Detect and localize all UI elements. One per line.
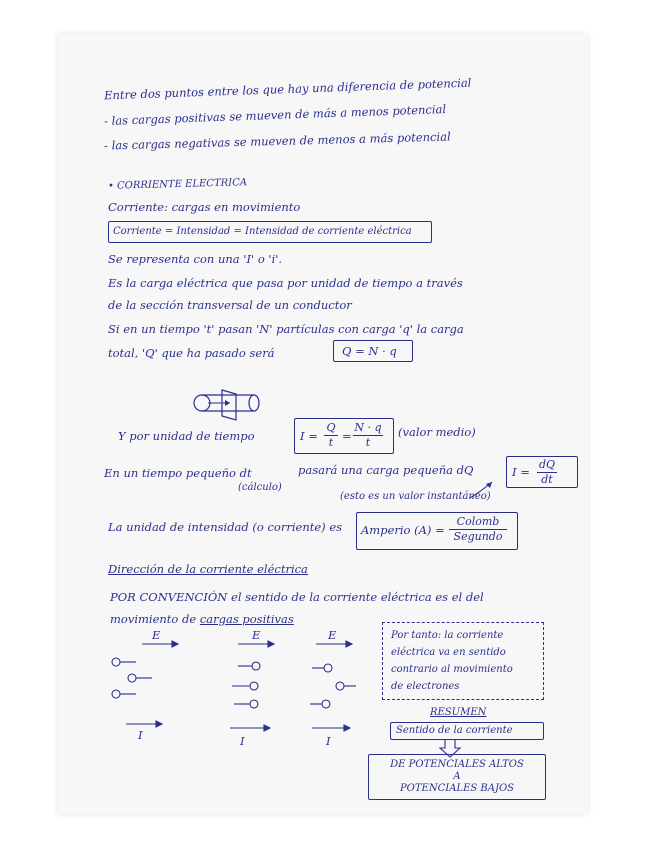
es-line-1: Es la carga eléctrica que pasa por unidad de tiempo a través bbox=[108, 276, 463, 290]
convencion-movimiento: movimiento de bbox=[110, 612, 197, 626]
instantaneous-current-box bbox=[506, 456, 578, 488]
valor-medio: (valor medio) bbox=[398, 425, 476, 439]
corriente-definition: Corriente: cargas en movimiento bbox=[108, 200, 301, 214]
i-label-3: I bbox=[326, 734, 331, 748]
note-line-4: de electrones bbox=[391, 681, 460, 692]
equals-sign: = bbox=[342, 429, 352, 443]
tiempo-pequeno-line: En un tiempo pequeño dt bbox=[104, 466, 252, 480]
note-line-3: contrario al movimiento bbox=[391, 664, 513, 675]
formula-q-box bbox=[333, 340, 413, 362]
dt-denominator: dt bbox=[541, 473, 553, 486]
colomb-numerator: Colomb bbox=[456, 515, 500, 528]
si-line-1: Si en un tiempo 't' pasan 'N' partículas con carga 'q' la carga bbox=[108, 322, 464, 336]
nq-over-t bbox=[353, 422, 383, 449]
resumen-box bbox=[368, 754, 546, 800]
i-label-2: I bbox=[240, 734, 245, 748]
convencion-line-2 bbox=[110, 612, 294, 626]
colomb-over-segundo bbox=[449, 516, 507, 543]
si-line-2: total, 'Q' que ha pasado será bbox=[108, 346, 275, 360]
convencion-line-1: POR CONVENCIÓN el sentido de la corriente eléctrica es el del bbox=[110, 590, 484, 604]
note-line-1: Por tanto: la corriente bbox=[391, 630, 504, 641]
note-line-2: eléctrica va en sentido bbox=[391, 647, 506, 658]
t-denominator: t bbox=[328, 436, 334, 449]
t-denominator-2: t bbox=[365, 436, 371, 449]
sentido-box bbox=[390, 722, 544, 740]
pasara-line: pasará una carga pequeña dQ bbox=[298, 463, 474, 477]
instantaneo-note: (esto es un valor instantáneo) bbox=[340, 491, 491, 502]
formula-q: Q = N · q bbox=[342, 344, 397, 358]
corriente-boxed-text: Corriente = Intensidad = Intensidad de corriente eléctrica bbox=[113, 226, 412, 237]
intro-line-3: - las cargas negativas se mueven de menos a más potencial bbox=[103, 129, 451, 153]
resumen-line-2: A bbox=[453, 771, 461, 782]
e-field-label-2: E bbox=[252, 628, 261, 642]
unidad-line: La unidad de intensidad (o corriente) es bbox=[108, 520, 343, 534]
intro-line-2: - las cargas positivas se mueven de más a menos potencial bbox=[103, 102, 447, 128]
amperio-label: Amperio (A) = bbox=[361, 523, 445, 537]
calculo-note: (cálculo) bbox=[238, 482, 282, 493]
por-unidad-line: Y por unidad de tiempo bbox=[118, 429, 255, 443]
cargas-positivas-underlined: cargas positivas bbox=[199, 612, 294, 626]
sentido-text: Sentido de la corriente bbox=[396, 725, 513, 736]
note-box bbox=[382, 622, 544, 700]
dq-numerator: dQ bbox=[538, 458, 556, 471]
segundo-denominator: Segundo bbox=[453, 530, 503, 543]
dq-over-dt bbox=[537, 459, 557, 486]
conductor-cross-section-sketch bbox=[190, 390, 260, 422]
section-heading-corriente: • CORRIENTE ELECTRICA bbox=[107, 177, 248, 192]
inst-i-lhs: I = bbox=[512, 465, 530, 479]
current-formula-box bbox=[294, 418, 394, 454]
resumen-line-1: DE POTENCIALES ALTOS bbox=[390, 759, 524, 770]
representation-line: Se representa con una 'I' o 'i'. bbox=[108, 252, 283, 266]
amperio-box bbox=[356, 512, 518, 550]
es-line-2: de la sección transversal de un conductor bbox=[108, 298, 352, 312]
e-field-label-3: E bbox=[328, 628, 337, 642]
corriente-definition-box bbox=[108, 221, 432, 243]
i-label-1: I bbox=[138, 728, 143, 742]
section-heading-direccion: Dirección de la corriente eléctrica bbox=[108, 562, 308, 576]
intro-line-1: Entre dos puntos entre los que hay una diferencia de potencial bbox=[103, 75, 472, 103]
nq-numerator: N · q bbox=[354, 421, 382, 434]
q-numerator: Q bbox=[326, 421, 336, 434]
resumen-line-3: POTENCIALES BAJOS bbox=[399, 783, 515, 794]
current-i-lhs: I = bbox=[300, 429, 318, 443]
resumen-title: RESUMEN bbox=[430, 707, 487, 718]
e-field-label-1: E bbox=[152, 628, 161, 642]
q-over-t bbox=[324, 422, 338, 449]
